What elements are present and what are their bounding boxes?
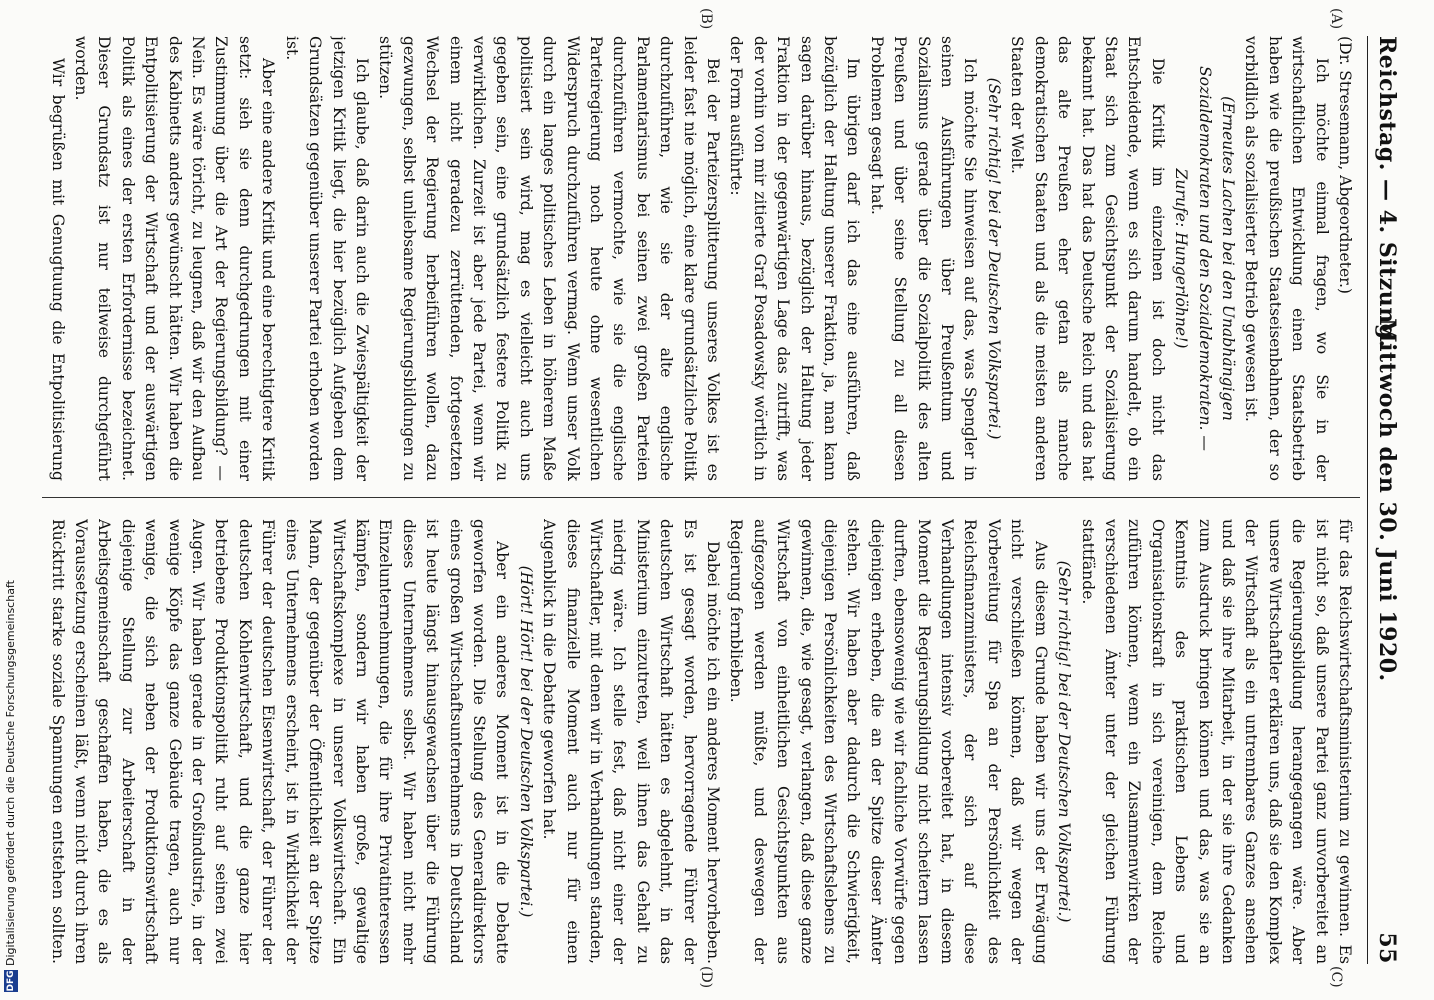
footer-text: Digitalisierung gefördert durch die Deutsche Forschungsgemeinschaft bbox=[4, 580, 17, 966]
paragraph: Wir begrüßen mit Genugtuung die Entpolitisierung bbox=[48, 58, 67, 481]
interjection: (Sehr richtig! bei der Deutschen Volkspartei.) bbox=[1055, 560, 1074, 923]
quotation: Bei der Parteizersplitterung unseres Volkes ist es leider fast nie möglich, eine klare grundsätzliche Politik durchzuführen, wie sie der alte englische Parlamentarismus bei seinen zwei großen Parteien durchzuführen vermochte, wie sie die englische Parteiregierung noch heute ohne wesentlichen Widerspruch durchzuführen vermag. Wenn unser Volk durch ein langes politisches Leben in höherem Maße politisiert sein wird, mag es vielleicht auch uns gegeben sein, eine grundsätzlich festere Politik zu verwirklichen. Zurzeit ist aber jede Partei, wenn wir einem nicht geradezu zerrüttenden, fortgesetzten Wechsel der Regierung herbeiführen wollen, dazu gezwungen, selbst unliebsame Regierungsbildungen zu stützen. bbox=[376, 36, 723, 481]
paragraph: Aber eine andere Kritik und eine berechtigtere Kritik setzt: sieh sie denn durchgedrungen mit einer Zustimmung über die Art der Regierungsbildung? — Nein. Es wäre töricht, zu leugnen, daß wir den Aufbau des Kabinetts anders gewünscht hätten. Wir haben die Entpolitisierung der Wirtschaft und der auswärtigen Politik als eines der ersten Erfordernisse bezeichnet. Dieser Grundsatz ist nur teilweise durchgeführt worden. bbox=[72, 36, 278, 481]
margin-letter-b: (B) bbox=[698, 8, 714, 30]
column-divider bbox=[42, 497, 1360, 498]
page-header bbox=[1367, 36, 1412, 964]
page-number: 55 bbox=[1374, 932, 1400, 964]
header-left: Reichstag. — 4. Sitzung. bbox=[1374, 36, 1400, 348]
paragraph: Ich möchte Sie hinweisen auf das, was Spengler in seinen Ausführungen über Preußentum und Sozialismus gerade über die Sozialpolitik des alten Preußen und über seine Stellung zu all diesen Problemen gesagt hat. bbox=[867, 36, 980, 481]
paragraph: Aber ein anderes Moment ist in die Debatte geworfen worden. Die Stellung des Generaldirektors eines großen Wirtschaftsunternehmens in Deutschland ist heute längst hinausgewachsen über die Führung dieses Unternehmens selbst. Wir haben nicht mehr Einzelunternehmungen, die für ihre Privatinteressen kämpfen, sondern wir haben große, gewaltige Wirtschaftskomplexe in unserer Volkswirtschaft. Ein Mann, der gegenüber der Öffentlichkeit an der Spitze eines Unternehmens erscheint, ist in Wirklichkeit der Führer der deutschen Eisenwirtschaft, der Führer der deutschen Kohlenwirtschaft, und die ganze hier betriebene Produktionspolitik ruht auf seinen zwei Augen. Wir haben gerade in der Großindustrie, in der wenige Köpfe das ganze Gebäude tragen, auch nur wenige, die sich neben der Produktionswirtschaft diejenige Stellung zur Arbeiterschaft in der Arbeitsgemeinschaft geschaffen haben, die es als Voraussetzung erscheinen läßt, wenn nicht durch ihren Rücktritt starke soziale Spannungen entstehen sollten. bbox=[48, 519, 512, 964]
header-date: Mittwoch den 30. Juni 1920. bbox=[1374, 318, 1400, 682]
margin-letter-d: (D) bbox=[698, 966, 714, 989]
left-column bbox=[46, 36, 1356, 481]
paragraph: Die Kritik im einzelnen ist doch nicht das Entscheidende, wenn es sich darum handelt, ob ein Staat sich zum Gesichtspunkt der Sozialisierung bekannt hat. Das hat das Deutsche Reich und das hat das alte Preußen eher getan als manche demokratischen Staaten und als die meisten anderen Staaten der Welt. bbox=[1008, 36, 1167, 481]
paragraph: für das Reichswirtschaftsministerium zu gewinnen. Es ist nicht so, daß unsere Partei ganz unvorbereitet an die Regierungsbildung herangegangen wäre. Aber unsere Wirtschaftler erklären uns, daß sie den Komplex der Wirtschaft als ein untrennbares Ganzes ansehen und daß sie ihre Mitarbeit, in der sie ihre Gedanken zum Ausdruck bringen können und das, was sie an Kenntnis des praktischen Lebens und Organisationskraft in sich vereinigen, dem Reiche zuführen können, wenn ein Zusammenwirken der verschiedenen Ämter unter der gleichen Führung stattfände. bbox=[1078, 519, 1354, 964]
interjection: (Sehr richtig! bei der Deutschen Volkspartei.) bbox=[984, 77, 1003, 440]
dfg-logo: DFG bbox=[6, 970, 16, 992]
margin-letter-a: (A) bbox=[1328, 8, 1344, 30]
paragraph: Ich möchte einmal fragen, wo Sie in der wirtschaftlichen Entwicklung einen Staatsbetrieb haben wie die preußischen Staatseisenbahnen, der so vorbildlich als sozialisierter Betrieb gewesen ist. bbox=[1242, 36, 1331, 481]
speaker-label: (Dr. Stresemann, Abgeordneter.) bbox=[1336, 36, 1354, 295]
paragraph: Im übrigen darf ich das eine ausführen, daß bezüglich der Haltung unserer Fraktion, ja, man kann sagen darüber hinaus, bezüglich der Haltung jeder Fraktion in der gegenwärtigen Lage das zutrifft, was der vorhin von mir zitierte Graf Posadowsky wörtlich in der Form ausführte: bbox=[727, 36, 863, 481]
paragraph: Dabei möchte ich ein anderes Moment hervorheben. Es ist gesagt worden, hervorragende Führer der deutschen Wirtschaft hätten es abgelehnt, in das Ministerium einzutreten, weil ihnen das Gehalt zu niedrig wäre. Ich stelle fest, daß nicht einer der Wirtschaftler, mit denen wir in Verhandlungen standen, dieses finanzielle Moment auch nur für einen Augenblick in die Debatte geworfen hat. bbox=[540, 519, 723, 964]
digitization-footer bbox=[0, 0, 24, 1000]
interjection: (Hört! Hört! bei der Deutschen Volkspartei.) bbox=[516, 565, 535, 918]
paragraph: Aus diesem Grunde haben wir uns der Erwägung nicht verschließen können, daß wir wegen der Vorbereitung für Spa an der Persönlichkeit des Reichsfinanzministers, der sich auf diese Verhandlungen intensiv vorbereitet hat, in diesem Moment die Regierungsbildung nicht scheitern lassen durften, ebensowenig wie wir fachliche Vorwürfe gegen diejenigen erheben, die an der Spitze dieser Ämter stehen. Wir haben aber dadurch die Schwierigkeit, diejenigen Persönlichkeiten des Wirtschaftslebens zu gewinnen, die, wie gesagt, verlangen, daß diese ganze Wirtschaft von einheitlichen Gesichtspunkten aus aufgezogen werden müßte, und deswegen der Regierung fernblieben. bbox=[727, 519, 1050, 964]
paragraph: Ich glaube, daß darin auch die Zwiespältigkeit der jetzigen Kritik liegt, die hier bezüglich Aufgeben dem Grundsätzen gegenüber unserer Partei erhoben worden ist. bbox=[282, 36, 371, 481]
right-column bbox=[46, 519, 1356, 964]
margin-letter-c: (C) bbox=[1328, 966, 1344, 988]
interjection: (Erneutes Lachen bei den Unabhängigen Sozialdemokraten und den Sozialdemokraten. — Zurufe: Hungerlöhne!) bbox=[1172, 65, 1237, 452]
